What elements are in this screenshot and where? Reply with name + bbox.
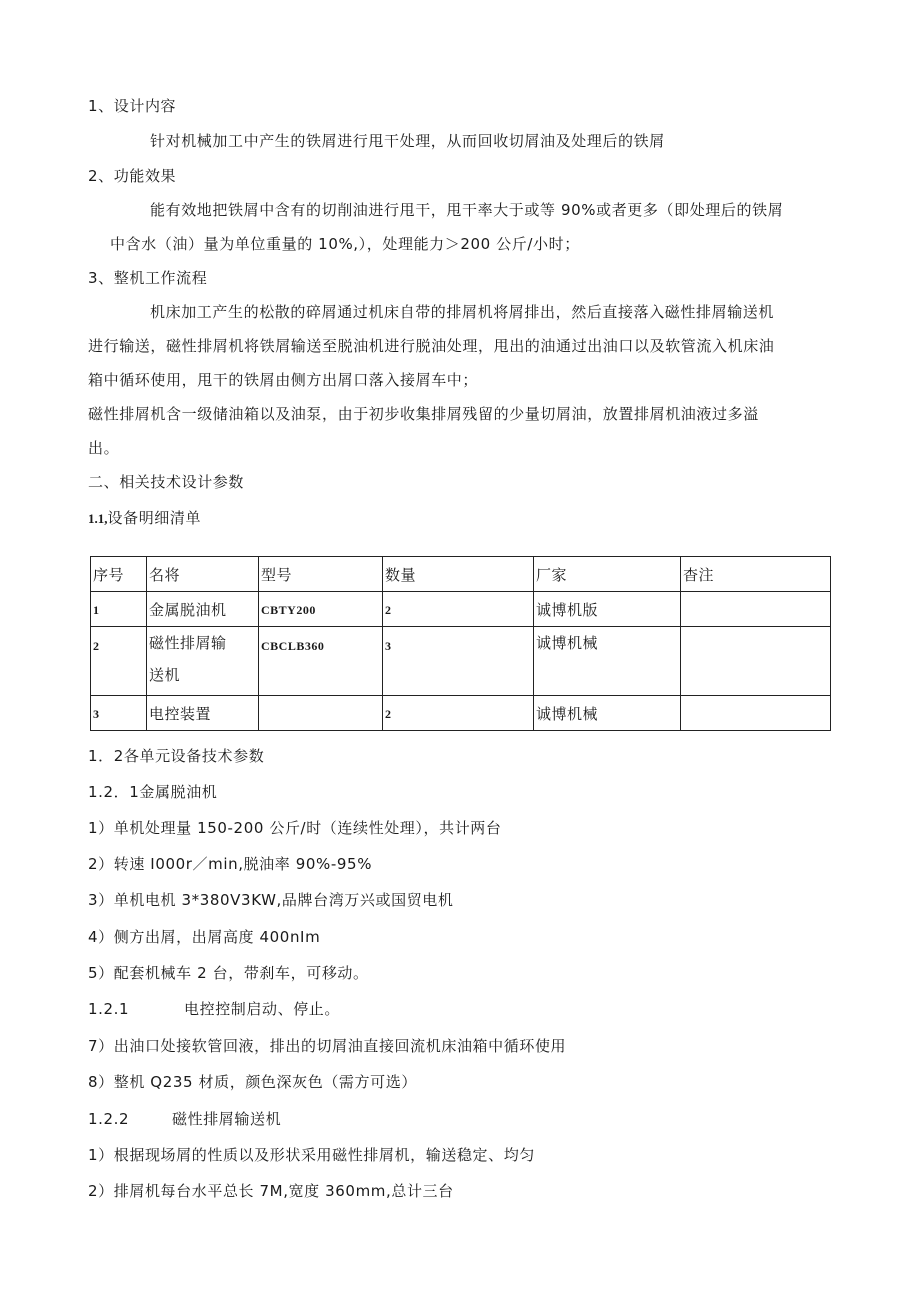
param-4: 4）侧方出屑，出屑高度 400nIm	[88, 928, 321, 946]
section-1-2-2-text: 磁性排屑输送机	[172, 1110, 282, 1128]
section-2-body-line-2: 中含水（油）量为单位重量的 10%,），处理能力＞200 公斤/小时；	[110, 235, 580, 253]
param-7: 7）出油口处接软管回液，排出的切屑油直接回流机床油箱中循环使用	[88, 1037, 567, 1055]
row-3-qty: 2	[385, 707, 392, 721]
part-2-title: 二、相关技术设计参数	[88, 473, 245, 491]
section-3-body-line-5: 出。	[88, 439, 120, 457]
param-2: 2）转速 I000r／min,脱油率 90%-95%	[88, 855, 373, 873]
header-name: 名将	[147, 557, 259, 592]
row-2-name-line-2: 送机	[149, 666, 181, 684]
header-no: 序号	[91, 557, 147, 592]
section-3-body-line-1: 机床加工产生的松散的碎屑通过机床自带的排屑机将屑排出，然后直接落入磁性排屑输送机	[150, 303, 775, 321]
section-3-title: 3、整机工作流程	[88, 269, 208, 287]
row-3-name: 电控装置	[147, 696, 259, 731]
header-model: 型号	[259, 557, 383, 592]
row-3-maker: 诚博机械	[534, 696, 681, 731]
row-2-qty: 3	[385, 639, 392, 653]
conveyor-param-2: 2）排屑机每台水平总长 7M,宽度 360mm,总计三台	[88, 1182, 454, 1200]
section-2-body-line-1: 能有效地把铁屑中含有的切削油进行甩干，甩干率大于或等 90%或者更多（即处理后的铁屑	[150, 201, 784, 219]
section-1-title: 1、设计内容	[88, 97, 177, 115]
equipment-table	[90, 556, 831, 731]
table-row	[91, 696, 831, 731]
section-3-body-line-4: 磁性排屑机含一级储油箱以及油泵，由于初步收集排屑残留的少量切屑油，放置排屑机油液过多溢	[88, 405, 759, 423]
row-1-note	[681, 592, 831, 627]
section-3-body-line-3: 箱中循环使用，甩干的铁屑由侧方出屑口落入接屑车中；	[88, 371, 479, 389]
row-1-maker: 诚博机版	[534, 592, 681, 627]
param-3: 3）单机电机 3*380V3KW,品牌台湾万兴或国贸电机	[88, 891, 454, 909]
header-note: 杳注	[681, 557, 831, 592]
row-2-model: CBCLB360	[261, 639, 325, 653]
table-row	[91, 627, 831, 696]
conveyor-param-1: 1）根据现场屑的性质以及形状采用磁性排屑机，输送稳定、均匀	[88, 1146, 535, 1164]
row-2-note	[681, 627, 831, 696]
param-5: 5）配套机械车 2 台，带刹车，可移动。	[88, 964, 369, 982]
section-1-2-2-number: 1.2.2	[88, 1110, 130, 1128]
header-maker: 厂家	[534, 557, 681, 592]
table-row	[91, 592, 831, 627]
param-6-number: 1.2.1	[88, 1000, 130, 1018]
row-2-name	[147, 627, 259, 696]
section-1-body: 针对机械加工中产生的铁屑进行甩干处理，从而回收切屑油及处理后的铁屑	[150, 132, 665, 150]
param-1: 1）单机处理量 150-200 公斤/时（连续性处理），共计两台	[88, 819, 502, 837]
subsection-1-1-heading	[88, 508, 201, 529]
row-1-model: CBTY200	[261, 603, 316, 617]
section-3-body-line-2: 进行输送，磁性排屑机将铁屑输送至脱油机进行脱油处理，甩出的油通过出油口以及软管流入机床油	[88, 337, 775, 355]
param-6-text: 电控控制启动、停止。	[184, 1000, 341, 1018]
row-1-no: 1	[93, 603, 100, 617]
section-1-2-title: 1．2各单元设备技术参数	[88, 747, 265, 765]
param-8: 8）整机 Q235 材质，颜色深灰色（需方可选）	[88, 1073, 417, 1091]
table-header-row	[91, 557, 831, 592]
row-1-name: 金属脱油机	[147, 592, 259, 627]
row-2-no: 2	[93, 639, 100, 653]
row-2-name-line-1: 磁性排屑输	[149, 634, 227, 652]
header-qty: 数量	[383, 557, 534, 592]
row-2-maker: 诚博机械	[534, 627, 681, 696]
row-3-note	[681, 696, 831, 731]
row-1-qty: 2	[385, 603, 392, 617]
section-1-2-1-title: 1.2．1金属脱油机	[88, 783, 218, 801]
row-3-no: 3	[93, 707, 100, 721]
section-2-title: 2、功能效果	[88, 167, 177, 185]
subsection-1-1-text: 设备明细清单	[107, 509, 202, 527]
subsection-1-1-number: 1.1,	[88, 511, 108, 526]
row-3-model	[259, 696, 383, 731]
